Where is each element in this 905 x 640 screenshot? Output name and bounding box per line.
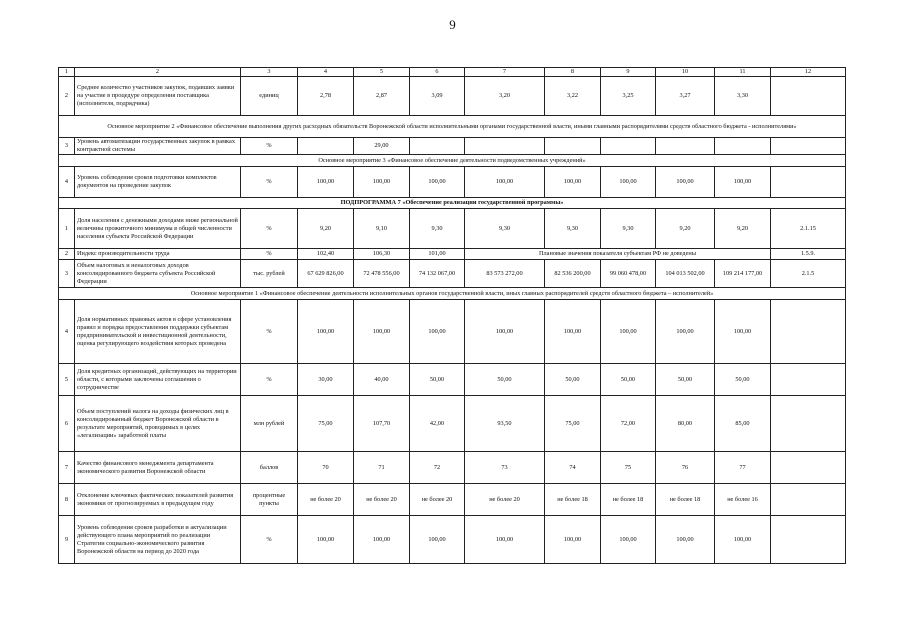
- table-cell: 100,00: [601, 300, 656, 364]
- table-cell: 100,00: [715, 167, 771, 198]
- table-cell: %: [241, 209, 298, 249]
- section-header-row: [59, 155, 846, 167]
- section-title: Основное мероприятие 3 «Финансовое обеспечение деятельности подведомственных учреждений»: [59, 155, 846, 167]
- table-cell: 1.5.9.: [771, 249, 846, 260]
- table-cell: 75: [601, 452, 656, 484]
- table-cell: 67 629 826,00: [298, 260, 354, 288]
- table-cell: 93,50: [465, 396, 545, 452]
- indicator-name-cell: Уровень автоматизации государственных закупок в рамках контрактной системы: [75, 138, 241, 155]
- indicator-name-cell: Отклонение ключевых фактических показателей развития экономики от прогнозируемых в предыдущем году: [75, 484, 241, 516]
- table-cell: 3,25: [601, 77, 656, 116]
- column-number-cell: 11: [715, 68, 771, 77]
- table-cell: 100,00: [545, 167, 601, 198]
- table-cell: 74 132 067,00: [410, 260, 465, 288]
- table-cell: не более 18: [545, 484, 601, 516]
- column-number-cell: 3: [241, 68, 298, 77]
- table-cell: 72 478 556,00: [354, 260, 410, 288]
- table-cell: [771, 138, 846, 155]
- table-cell: 4: [59, 167, 75, 198]
- table-cell: [771, 452, 846, 484]
- table-cell: 100,00: [601, 167, 656, 198]
- table-cell: 1: [59, 209, 75, 249]
- table-cell: 2: [59, 249, 75, 260]
- table-cell: 29,00: [354, 138, 410, 155]
- column-number-cell: 10: [656, 68, 715, 77]
- table-cell: [656, 138, 715, 155]
- indicators-table: [58, 67, 846, 564]
- column-number-cell: 4: [298, 68, 354, 77]
- table-cell: 100,00: [545, 516, 601, 564]
- table-cell: %: [241, 300, 298, 364]
- table-cell: не более 20: [410, 484, 465, 516]
- table-cell: 100,00: [410, 167, 465, 198]
- table-cell: 3: [59, 260, 75, 288]
- table-row: [59, 138, 846, 155]
- table-cell: %: [241, 364, 298, 396]
- table-cell: 30,00: [298, 364, 354, 396]
- table-cell: 73: [465, 452, 545, 484]
- table-cell: процентные пункты: [241, 484, 298, 516]
- table-cell: [771, 484, 846, 516]
- table-cell: 2.1.15: [771, 209, 846, 249]
- table-row: [59, 209, 846, 249]
- table-row: [59, 167, 846, 198]
- table-cell: 76: [656, 452, 715, 484]
- column-number-cell: 1: [59, 68, 75, 77]
- table-cell: 9: [59, 516, 75, 564]
- table-cell: 9,20: [715, 209, 771, 249]
- table-cell: 50,00: [656, 364, 715, 396]
- table-cell: не более 18: [601, 484, 656, 516]
- table-cell: 100,00: [298, 300, 354, 364]
- table-cell: [715, 138, 771, 155]
- table-cell: 100,00: [715, 300, 771, 364]
- table-cell: 8: [59, 484, 75, 516]
- indicator-name-cell: Доля кредитных организаций, действующих на территории области, с которыми заключены соглашения о сотрудничестве: [75, 364, 241, 396]
- indicator-name-cell: Объем поступлений налога на доходы физических лиц в консолидированный бюджет Воронежской области в результате мероприятий, проводимых в целях «легализации» заработной платы: [75, 396, 241, 452]
- table-cell: 50,00: [410, 364, 465, 396]
- table-cell: %: [241, 138, 298, 155]
- table-cell: 3,27: [656, 77, 715, 116]
- indicator-name-cell: Доля населения с денежными доходами ниже региональной величины прожиточного минимума в общей численности населения субъекта Российской Федерации: [75, 209, 241, 249]
- table-cell: 70: [298, 452, 354, 484]
- table-cell: [771, 364, 846, 396]
- table-cell: 100,00: [354, 167, 410, 198]
- table-cell: 100,00: [410, 300, 465, 364]
- table-cell: 50,00: [545, 364, 601, 396]
- table-row: [59, 260, 846, 288]
- indicator-name-cell: Уровень соблюдения сроков подготовки комплектов документов на проведение закупок: [75, 167, 241, 198]
- table-cell: 2,78: [298, 77, 354, 116]
- table-cell: тыс. рублей: [241, 260, 298, 288]
- table-cell: 99 060 478,00: [601, 260, 656, 288]
- table-cell: 9,30: [410, 209, 465, 249]
- table-cell: не более 20: [354, 484, 410, 516]
- table-cell: 75,00: [298, 396, 354, 452]
- subprogram-header-row: [59, 198, 846, 209]
- table-row: [59, 364, 846, 396]
- table-cell: баллов: [241, 452, 298, 484]
- table-cell: 104 013 502,00: [656, 260, 715, 288]
- table-cell: [771, 396, 846, 452]
- table-cell: 109 214 177,00: [715, 260, 771, 288]
- table-cell: %: [241, 249, 298, 260]
- table-cell: 42,00: [410, 396, 465, 452]
- table-cell: 9,30: [545, 209, 601, 249]
- table-cell: [771, 300, 846, 364]
- indicator-name-cell: Качество финансового менеджмента департамента экономического развития Воронежской области: [75, 452, 241, 484]
- table-cell: 100,00: [656, 167, 715, 198]
- table-row: [59, 484, 846, 516]
- table-cell: 100,00: [465, 300, 545, 364]
- table-cell: 9,20: [656, 209, 715, 249]
- table-cell: 82 536 200,00: [545, 260, 601, 288]
- indicator-name-cell: Среднее количество участников закупок, подавших заявки на участие в процедуре определения поставщика (исполнителя, подрядчика): [75, 77, 241, 116]
- table-cell: %: [241, 167, 298, 198]
- table-cell: 40,00: [354, 364, 410, 396]
- table-cell: 100,00: [410, 516, 465, 564]
- table-cell: 100,00: [656, 516, 715, 564]
- table-cell: [410, 138, 465, 155]
- table-cell: 101,00: [410, 249, 465, 260]
- table-cell: 3,30: [715, 77, 771, 116]
- column-number-cell: 7: [465, 68, 545, 77]
- column-number-cell: 5: [354, 68, 410, 77]
- table-cell: 100,00: [465, 167, 545, 198]
- page-number: 9: [449, 17, 456, 32]
- table-cell: 100,00: [656, 300, 715, 364]
- table-cell: 3: [59, 138, 75, 155]
- table-cell: [298, 138, 354, 155]
- table-cell: 80,00: [656, 396, 715, 452]
- table-cell: 100,00: [298, 516, 354, 564]
- indicator-name-cell: Объем налоговых и неналоговых доходов консолидированного бюджета субъекта Российской Федерации: [75, 260, 241, 288]
- table-row: [59, 396, 846, 452]
- table-cell: 85,00: [715, 396, 771, 452]
- table-cell: млн рублей: [241, 396, 298, 452]
- table-row: [59, 452, 846, 484]
- section-title: Основное мероприятие 1 «Финансовое обеспечение деятельности исполнительных органов государственной власти, иных главных распорядителей средств областного бюджета – исполнителей»: [59, 288, 846, 300]
- column-number-cell: 8: [545, 68, 601, 77]
- column-number-cell: 12: [771, 68, 846, 77]
- table-cell: 9,30: [601, 209, 656, 249]
- merged-note-cell: Плановые значения показателя субъектам РФ не доведены: [465, 249, 771, 260]
- table-cell: 102,40: [298, 249, 354, 260]
- table-cell: [545, 138, 601, 155]
- indicator-name-cell: Доля нормативных правовых актов в сфере установления правил и порядка предоставления поддержки субъектам предпринимательской и инвестиционной деятельности, оценка регулирующего воздействия которых проведена: [75, 300, 241, 364]
- table-cell: не более 20: [465, 484, 545, 516]
- table-cell: не более 18: [656, 484, 715, 516]
- table-cell: 100,00: [465, 516, 545, 564]
- indicator-name-cell: Уровень соблюдения сроков разработки и актуализации действующего плана мероприятий по реализации Стратегии социально-экономического развития Воронежской области на период до 2020 года: [75, 516, 241, 564]
- table-cell: 100,00: [545, 300, 601, 364]
- table-cell: 7: [59, 452, 75, 484]
- table-cell: 50,00: [465, 364, 545, 396]
- table-cell: 50,00: [715, 364, 771, 396]
- table-cell: 3,20: [465, 77, 545, 116]
- table-cell: [771, 77, 846, 116]
- table-cell: не более 20: [298, 484, 354, 516]
- table-cell: 3,22: [545, 77, 601, 116]
- table-cell: 100,00: [354, 516, 410, 564]
- section-title: Основное мероприятие 2 «Финансовое обеспечение выполнения других расходных обязательств Воронежской области исполнительными органами государственной власти, иными главными распорядителями средств областного бюджета - исполнителями»: [59, 116, 846, 138]
- table-cell: 4: [59, 300, 75, 364]
- table-cell: Индекс производительности труда: [75, 249, 241, 260]
- table-row: [59, 516, 846, 564]
- table-cell: 100,00: [715, 516, 771, 564]
- table-cell: 107,70: [354, 396, 410, 452]
- column-number-cell: 6: [410, 68, 465, 77]
- table-row: [59, 300, 846, 364]
- table-cell: [601, 138, 656, 155]
- table-cell: 74: [545, 452, 601, 484]
- table-row: [59, 77, 846, 116]
- table-cell: 77: [715, 452, 771, 484]
- table-cell: 83 573 272,00: [465, 260, 545, 288]
- table-cell: 75,00: [545, 396, 601, 452]
- section-header-row: [59, 288, 846, 300]
- table-cell: 6: [59, 396, 75, 452]
- table-cell: 3,09: [410, 77, 465, 116]
- table-cell: %: [241, 516, 298, 564]
- table-cell: 72: [410, 452, 465, 484]
- table-cell: единиц: [241, 77, 298, 116]
- table-cell: [771, 516, 846, 564]
- table-cell: 100,00: [298, 167, 354, 198]
- column-number-cell: 9: [601, 68, 656, 77]
- subprogram-title: ПОДПРОГРАММА 7 «Обеспечение реализации государственной программы»: [59, 198, 846, 209]
- table-cell: 9,10: [354, 209, 410, 249]
- table-row: [59, 249, 846, 260]
- table-cell: 2,87: [354, 77, 410, 116]
- table-cell: 100,00: [601, 516, 656, 564]
- table-cell: 5: [59, 364, 75, 396]
- table-cell: 9,20: [298, 209, 354, 249]
- table-cell: 71: [354, 452, 410, 484]
- table-cell: 72,00: [601, 396, 656, 452]
- column-number-row: [59, 68, 846, 77]
- section-header-row: [59, 116, 846, 138]
- table-cell: [771, 167, 846, 198]
- table-cell: 2: [59, 77, 75, 116]
- table-cell: [465, 138, 545, 155]
- table-cell: 100,00: [354, 300, 410, 364]
- table-cell: 9,30: [465, 209, 545, 249]
- table-cell: 2.1.5: [771, 260, 846, 288]
- column-number-cell: 2: [75, 68, 241, 77]
- table-cell: не более 16: [715, 484, 771, 516]
- table-cell: 106,30: [354, 249, 410, 260]
- table-cell: 50,00: [601, 364, 656, 396]
